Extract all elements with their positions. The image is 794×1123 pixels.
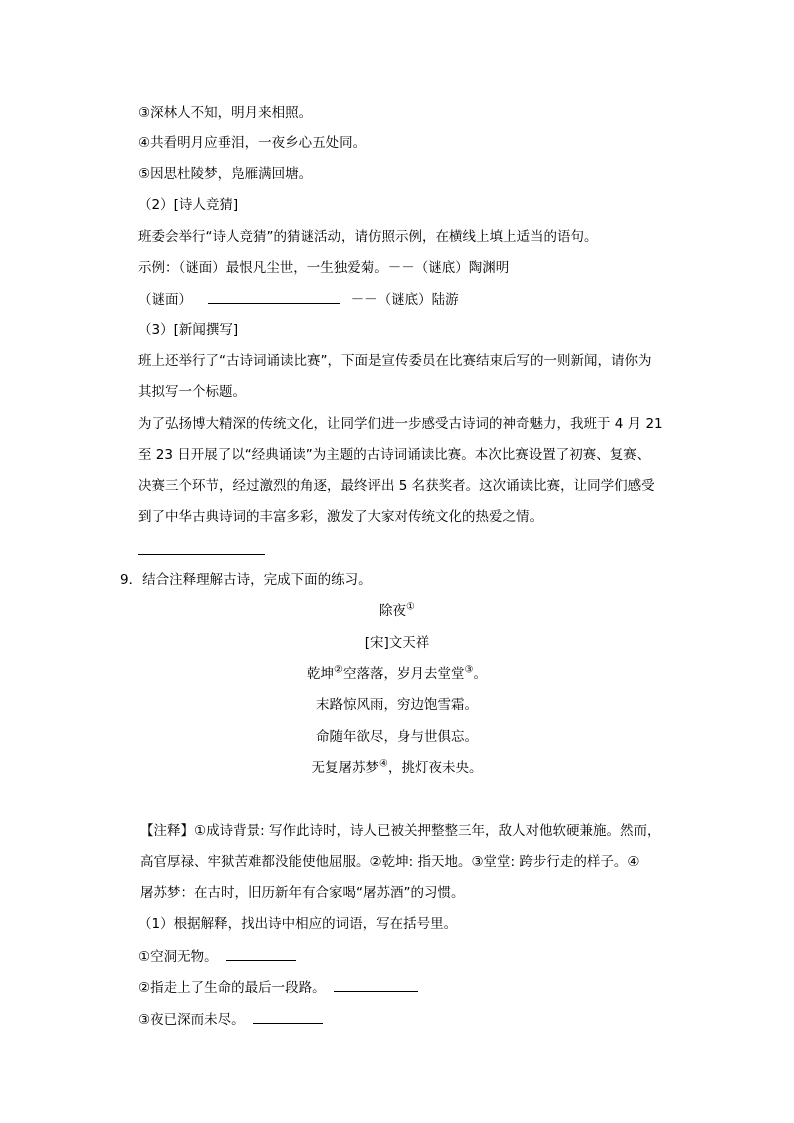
notes-line-2: 高官厚禄、牢狱苦难都没能使他屈服。②乾坤: 指天地。③堂堂: 跨步行走的样子。④ [140, 854, 640, 870]
notes-line-1: 【注释】①成诗背景: 写作此诗时，诗人已被关押整整三年，敌人对他软硬兼施。然而， [140, 823, 661, 839]
note-marker: ③ [464, 664, 474, 676]
notes-line-3: 屠苏梦：在古时，旧历新年有合家喝“屠苏酒”的习惯。 [140, 885, 465, 901]
answer-line-2: ②指走上了生命的最后一段路。 [138, 977, 418, 998]
q3-description-2: 其拟写一个标题。 [138, 384, 246, 400]
question-9: 9．结合注释理解古诗，完成下面的练习。 [120, 572, 372, 588]
news-line-4: 到了中华古典诗词的丰富多彩，激发了大家对传统文化的热爱之情。 [138, 509, 543, 525]
answer-line-1: ①空洞无物。 [138, 946, 296, 967]
answer-blank-3[interactable] [253, 1009, 323, 1024]
item-5: ⑤因思杜陵梦，凫雁满回塘。 [138, 166, 313, 182]
poem-author: [宋]文天祥 [364, 635, 430, 651]
answer-line-3: ③夜已深而未尽。 [138, 1009, 323, 1030]
item-3: ③深林人不知，明月来相照。 [138, 105, 313, 121]
q2-example: 示例：（谜面）最恨凡尘世，一生独爱菊。－－（谜底）陶渊明 [138, 260, 510, 276]
poem-line-3: 命随年欲尽，身与世俱忘。 [316, 729, 478, 745]
q2-answer-line [138, 289, 459, 310]
poem-line-1: 乾坤②空落落，岁月去堂堂③。 [307, 664, 487, 682]
q2-description: 班委会举行“诗人竞猜”的猜谜活动，请仿照示例，在横线上填上适当的语句。 [138, 229, 598, 245]
answer-blank-2[interactable] [334, 977, 418, 992]
poem-title: 除夜① [379, 601, 415, 619]
q3-heading: （3）[新闻撰写] [138, 322, 239, 338]
riddle-answer: －－（谜底）陆游 [350, 292, 459, 308]
news-line-2: 至 23 日开展了以“经典诵读”为主题的古诗词诵读比赛。本次比赛设置了初赛、复赛、 [138, 447, 651, 463]
news-line-1: 为了弘扬博大精深的传统文化，让同学们进一步感受古诗词的神奇魅力，我班于 4 月 21 [138, 416, 663, 432]
headline-blank[interactable] [138, 554, 265, 555]
q2-heading: （2）[诗人竞猜] [138, 197, 239, 213]
note-marker: ④ [379, 758, 388, 770]
note-marker: ① [406, 601, 415, 613]
item-4: ④共看明月应垂泪，一夜乡心五处同。 [138, 135, 367, 151]
sub-question-1: （1）根据解释，找出诗中相应的词语，写在括号里。 [138, 916, 458, 932]
q3-description-1: 班上还举行了“古诗词诵读比赛”，下面是宣传委员在比赛结束后写的一则新闻，请你为 [138, 353, 652, 369]
note-marker: ② [334, 664, 343, 676]
riddle-label: （谜面） [138, 292, 192, 308]
riddle-blank[interactable] [208, 289, 340, 304]
news-line-3: 决赛三个环节，经过激烈的角逐，最终评出 5 名获奖者。这次诵读比赛，让同学们感受 [138, 478, 655, 494]
answer-blank-1[interactable] [226, 946, 296, 961]
poem-line-4: 无复屠苏梦④，挑灯夜未央。 [311, 758, 483, 776]
poem-line-2: 末路惊风雨，穷边饱雪霜。 [316, 697, 478, 713]
